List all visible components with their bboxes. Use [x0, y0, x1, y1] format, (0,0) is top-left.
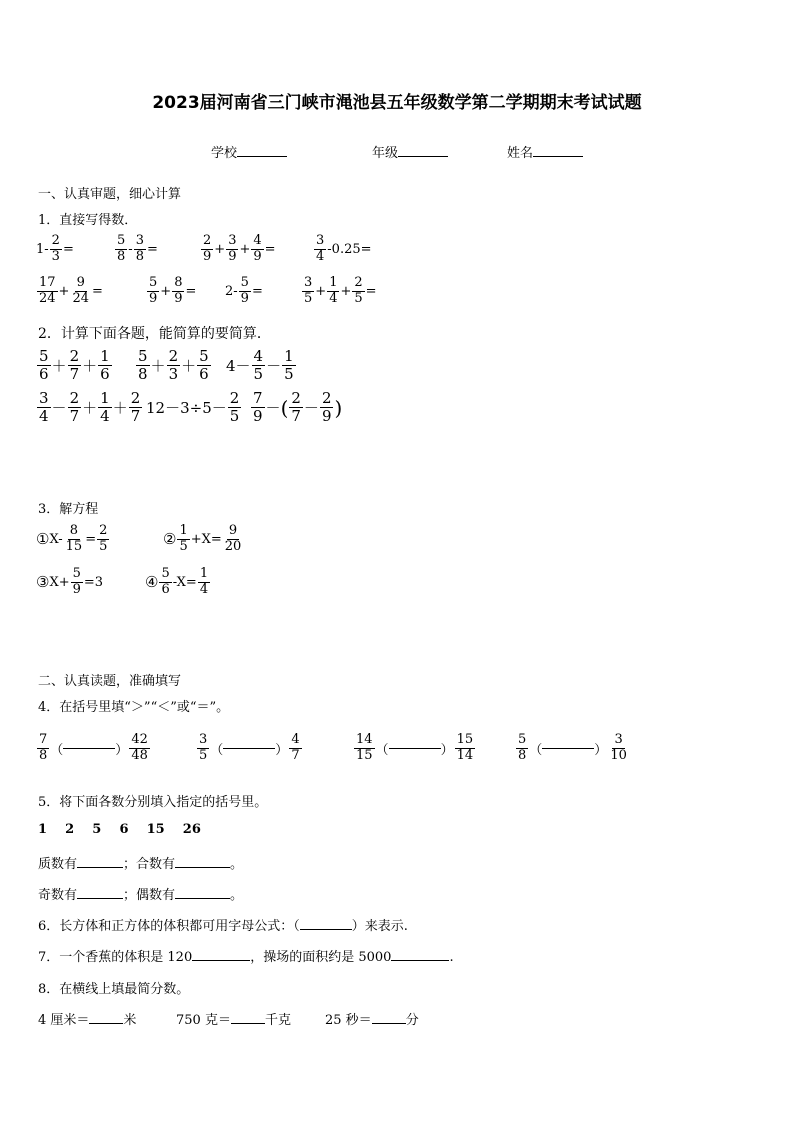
- question-7: [38, 946, 454, 965]
- plus: ＋: [181, 357, 197, 376]
- fraction: [282, 348, 296, 384]
- q8-c-unit: 分: [405, 1013, 419, 1028]
- q1-e7-pre: 2-: [225, 283, 238, 299]
- numerator: 3: [228, 233, 237, 248]
- numerator: 15: [456, 732, 474, 747]
- fraction: [239, 276, 251, 307]
- q1-expr-2: [114, 234, 158, 265]
- numerator: 3: [39, 389, 49, 407]
- composite-blank[interactable]: [175, 867, 230, 868]
- minus: －: [303, 399, 319, 418]
- denominator: 9: [149, 290, 158, 306]
- fraction: [354, 733, 375, 764]
- denominator: 9: [321, 407, 332, 426]
- fraction: [37, 348, 51, 384]
- fraction: [98, 348, 112, 384]
- right-paren: ）: [440, 742, 454, 758]
- q1-expr-7: [225, 276, 263, 307]
- question-2: 2．计算下面各题，能简算的要简算．: [38, 326, 271, 342]
- page-title: 2023届河南省三门峡市渑池县五年级数学第二学期期末考试试题: [152, 93, 642, 113]
- denominator: 8: [39, 747, 48, 763]
- right-paren: ）: [594, 742, 608, 758]
- fraction: [289, 390, 303, 426]
- fraction: [226, 234, 238, 265]
- fraction: [289, 733, 301, 764]
- numerator: 2: [291, 389, 301, 407]
- numerator: 3: [135, 233, 144, 248]
- fraction: [302, 276, 314, 307]
- denominator: 4: [329, 290, 338, 306]
- denominator: 6: [199, 365, 209, 384]
- grade-label: 年级: [372, 146, 399, 161]
- fraction: [136, 348, 150, 384]
- q8-a-label: 4 厘米＝: [38, 1013, 90, 1028]
- denominator: 7: [69, 407, 80, 426]
- denominator: 48: [131, 747, 148, 763]
- period: 。: [230, 888, 244, 903]
- denominator: 6: [39, 365, 49, 384]
- numerator: 2: [203, 233, 212, 248]
- q2-expr-c: [226, 348, 297, 384]
- fraction: [201, 234, 213, 265]
- question-6: [38, 915, 408, 934]
- q8-item-3: [325, 1009, 419, 1028]
- denominator: 9: [203, 248, 212, 264]
- q3-a-pre: X-: [49, 531, 63, 547]
- answer-blank[interactable]: [389, 748, 441, 749]
- even-label: ；偶数有: [123, 888, 176, 903]
- q8-item-1: [38, 1009, 136, 1028]
- denominator: 9: [253, 407, 263, 426]
- numerator: 3: [614, 732, 623, 747]
- left-paren: （: [529, 742, 543, 758]
- q3-eq-4: [145, 567, 211, 598]
- numerator: 2: [99, 523, 108, 538]
- numerator: 5: [117, 233, 126, 248]
- plus: +: [239, 241, 251, 257]
- period: 。: [230, 857, 244, 872]
- numerator: 42: [131, 732, 148, 747]
- numerator: 5: [161, 566, 170, 581]
- numerator: 7: [253, 389, 263, 407]
- circled-number: ①: [36, 530, 50, 549]
- circled-number: ③: [36, 573, 50, 592]
- numerator: 17: [39, 275, 56, 290]
- denominator: 15: [356, 747, 373, 763]
- denominator: 9: [240, 290, 249, 306]
- fraction: [197, 733, 209, 764]
- q8-b-label: 750 克＝: [176, 1013, 231, 1028]
- equals: =: [251, 283, 263, 299]
- question-3: 3．解方程: [38, 502, 99, 517]
- unit-blank-1[interactable]: [192, 960, 250, 961]
- numerator: 9: [228, 523, 238, 538]
- plus: +: [160, 283, 172, 299]
- numerator: 9: [76, 275, 85, 290]
- answer-blank[interactable]: [231, 1023, 265, 1024]
- denominator: 5: [304, 290, 313, 306]
- prime-label: 质数有: [38, 857, 78, 872]
- name-blank[interactable]: [533, 156, 583, 157]
- odd-label: 奇数有: [38, 888, 78, 903]
- fraction: [608, 733, 629, 764]
- q7-text-b: ，操场的面积约是 5000: [250, 950, 392, 965]
- fraction: [320, 390, 334, 426]
- q3-c-pre: X+: [49, 574, 70, 590]
- fraction: [172, 276, 184, 307]
- fraction: [223, 524, 244, 555]
- denominator: 24: [39, 290, 56, 306]
- question-5: 5．将下面各数分别填入指定的括号里。: [38, 795, 268, 810]
- equals: =: [62, 241, 74, 257]
- numerator: 5: [199, 347, 209, 365]
- plus: +: [214, 241, 226, 257]
- q4-compare-2: [196, 733, 303, 764]
- fraction: [134, 234, 146, 265]
- equals: =: [146, 241, 158, 257]
- fraction: [50, 234, 62, 265]
- numerator: 3: [304, 275, 313, 290]
- denominator: 7: [130, 407, 141, 426]
- school-label: 学校: [211, 146, 238, 161]
- denominator: 4: [316, 248, 325, 264]
- odd-blank[interactable]: [77, 898, 123, 899]
- fraction: [64, 524, 85, 555]
- fraction: [71, 567, 83, 598]
- plus: +: [340, 283, 352, 299]
- left-paren: （: [375, 742, 389, 758]
- right-paren: ）: [115, 742, 129, 758]
- numerator: 5: [149, 275, 158, 290]
- name-field: [507, 142, 583, 161]
- question-1: 1．直接写得数．: [38, 213, 138, 228]
- denominator: 3: [168, 365, 179, 384]
- numerator: 1: [179, 523, 188, 538]
- fraction: [251, 390, 265, 426]
- fraction: [37, 276, 58, 307]
- numerator: 5: [39, 347, 49, 365]
- q2-e-pre: 12－3÷5－: [146, 399, 227, 418]
- answer-blank[interactable]: [63, 748, 115, 749]
- denominator: 5: [99, 538, 108, 554]
- numerator: 1: [329, 275, 338, 290]
- right-paren: ): [334, 395, 343, 420]
- q2-expr-e: [146, 390, 242, 426]
- name-label: 姓名: [507, 146, 534, 161]
- denominator: 9: [253, 248, 262, 264]
- denominator: 5: [253, 365, 264, 384]
- numerator: 7: [39, 732, 48, 747]
- school-blank[interactable]: [237, 156, 287, 157]
- denominator: 8: [518, 747, 527, 763]
- denominator: 15: [65, 538, 83, 554]
- fraction: [251, 234, 263, 265]
- fraction: [70, 276, 91, 307]
- denominator: 20: [224, 538, 242, 554]
- fraction: [177, 524, 189, 555]
- q3-eq-1: [36, 524, 110, 555]
- plus: ＋: [82, 357, 98, 376]
- fraction: [252, 348, 266, 384]
- denominator: 5: [179, 538, 188, 554]
- q2-expr-b: [135, 348, 212, 384]
- fraction: [352, 276, 364, 307]
- plus: ＋: [112, 399, 128, 418]
- numerator: 1: [199, 566, 209, 581]
- q1-expr-1: [36, 234, 74, 265]
- numerator: 14: [356, 732, 373, 747]
- numerator: 5: [72, 566, 81, 581]
- fraction: [228, 390, 242, 426]
- numerator: 5: [518, 732, 527, 747]
- fraction: [68, 390, 82, 426]
- q2-c-pre: 4－: [226, 357, 251, 376]
- left-paren: （: [210, 742, 224, 758]
- numerator: 8: [69, 523, 79, 538]
- fraction: [198, 567, 210, 598]
- q1-expr-6: [146, 276, 196, 307]
- numerator: 2: [69, 347, 80, 365]
- minus: -: [128, 241, 133, 257]
- denominator: 5: [354, 290, 363, 306]
- plus: ＋: [150, 357, 166, 376]
- numerator: 2: [229, 389, 240, 407]
- denominator: 6: [100, 365, 110, 384]
- fraction: [68, 348, 82, 384]
- answer-blank[interactable]: [542, 748, 594, 749]
- numerator: 2: [130, 389, 141, 407]
- denominator: 9: [228, 248, 237, 264]
- q8-item-2: [176, 1009, 291, 1028]
- formula-blank[interactable]: [300, 929, 352, 930]
- denominator: 24: [72, 290, 89, 306]
- numerator: 4: [253, 233, 262, 248]
- q3-eq-2: [163, 524, 244, 555]
- numerator: 1: [100, 389, 110, 407]
- q2-expr-d: [36, 390, 143, 426]
- q2-expr-a: [36, 348, 113, 384]
- q4-compare-1: [36, 733, 151, 764]
- q1-expr-5: [36, 276, 103, 307]
- plus: ＋: [82, 399, 98, 418]
- q4-compare-3: [353, 733, 476, 764]
- denominator: 10: [610, 747, 627, 763]
- numerator: 3: [316, 233, 325, 248]
- q1-expr-3: [200, 234, 276, 265]
- circled-number: ②: [163, 530, 177, 549]
- q3-d-mid: -X=: [172, 574, 197, 590]
- left-paren: (: [280, 395, 289, 420]
- denominator: 7: [291, 747, 300, 763]
- answer-blank[interactable]: [372, 1023, 406, 1024]
- q1-expr-8: [301, 276, 377, 307]
- fraction: [98, 390, 112, 426]
- equals: =: [92, 283, 103, 299]
- numerator: 5: [138, 347, 148, 365]
- denominator: 6: [161, 581, 170, 597]
- composite-label: ；合数有: [123, 857, 176, 872]
- q8-b-unit: 千克: [264, 1013, 291, 1028]
- numerator: 4: [253, 347, 264, 365]
- unit-blank-2[interactable]: [391, 960, 449, 961]
- q5-numbers: 1 2 5 6 15 26: [38, 822, 201, 837]
- q2-expr-f: [250, 390, 342, 426]
- plus: ＋: [51, 357, 67, 376]
- fraction: [37, 733, 49, 764]
- fraction: [37, 390, 51, 426]
- numerator: 2: [168, 347, 179, 365]
- equals: =: [264, 241, 276, 257]
- fraction: [129, 733, 150, 764]
- plus: +: [315, 283, 327, 299]
- denominator: 3: [51, 248, 60, 264]
- minus: －: [51, 399, 67, 418]
- fraction: [129, 390, 143, 426]
- fraction: [455, 733, 476, 764]
- fraction: [115, 234, 127, 265]
- denominator: 7: [69, 365, 80, 384]
- q3-c-post: =3: [83, 574, 104, 590]
- fraction: [147, 276, 159, 307]
- circled-number: ④: [145, 573, 159, 592]
- q4-compare-4: [515, 733, 630, 764]
- denominator: 4: [39, 407, 49, 426]
- school-field: [211, 142, 287, 161]
- q3-eq-3: [36, 567, 103, 598]
- left-paren: （: [50, 742, 64, 758]
- numerator: 2: [354, 275, 363, 290]
- q8-c-label: 25 秒＝: [325, 1013, 372, 1028]
- numerator: 2: [69, 389, 80, 407]
- q5-line-1: [38, 853, 243, 872]
- fraction: [97, 524, 109, 555]
- denominator: 14: [456, 747, 474, 763]
- numerator: 2: [321, 389, 332, 407]
- fraction: [167, 348, 181, 384]
- numerator: 3: [199, 732, 208, 747]
- denominator: 8: [135, 248, 144, 264]
- section-1-heading: 一、认真审题，细心计算: [38, 187, 182, 202]
- q1-e4-post: -0.25=: [327, 241, 372, 257]
- numerator: 1: [100, 347, 110, 365]
- prime-blank[interactable]: [77, 867, 123, 868]
- minus: －: [266, 357, 282, 376]
- fraction: [314, 234, 326, 265]
- q8-a-unit: 米: [123, 1013, 137, 1028]
- fraction: [516, 733, 528, 764]
- numerator: 1: [284, 347, 294, 365]
- q7-text-a: 7．一个香蕉的体积是 120: [38, 950, 193, 965]
- denominator: 8: [138, 365, 148, 384]
- equals: =: [365, 283, 377, 299]
- denominator: 5: [199, 747, 208, 763]
- q7-text-c: .: [449, 950, 454, 965]
- numerator: 2: [51, 233, 60, 248]
- equals: =: [85, 531, 97, 547]
- q6-text-b: ）来表示.: [351, 919, 408, 934]
- q5-line-2: [38, 884, 243, 903]
- answer-blank[interactable]: [89, 1023, 123, 1024]
- denominator: 9: [72, 581, 81, 597]
- denominator: 4: [100, 407, 110, 426]
- q1-expr-4: [313, 234, 372, 265]
- grade-blank[interactable]: [398, 156, 448, 157]
- denominator: 5: [229, 407, 240, 426]
- fraction: [327, 276, 339, 307]
- equals: =: [185, 283, 197, 299]
- section-2-heading: 二、认真读题，准确填写: [38, 674, 182, 689]
- q1-e1-pre: 1-: [36, 241, 49, 257]
- denominator: 8: [117, 248, 126, 264]
- numerator: 8: [174, 275, 183, 290]
- answer-blank[interactable]: [223, 748, 275, 749]
- grade-field: [372, 142, 448, 161]
- numerator: 5: [240, 275, 249, 290]
- question-8: 8．在横线上填最简分数。: [38, 982, 190, 997]
- denominator: 7: [291, 407, 301, 426]
- fraction: [159, 567, 171, 598]
- denominator: 9: [174, 290, 183, 306]
- minus: －: [265, 399, 281, 418]
- denominator: 5: [284, 365, 294, 384]
- q6-text-a: 6．长方体和正方体的体积都可用字母公式：（: [38, 919, 300, 934]
- numerator: 4: [291, 732, 300, 747]
- denominator: 4: [199, 581, 209, 597]
- even-blank[interactable]: [175, 898, 230, 899]
- right-paren: ）: [275, 742, 289, 758]
- fraction: [197, 348, 211, 384]
- q3-b-mid: +X=: [190, 531, 222, 547]
- plus: +: [58, 283, 70, 299]
- question-4: 4．在括号里填“＞”“＜”或“＝”。: [38, 700, 230, 715]
